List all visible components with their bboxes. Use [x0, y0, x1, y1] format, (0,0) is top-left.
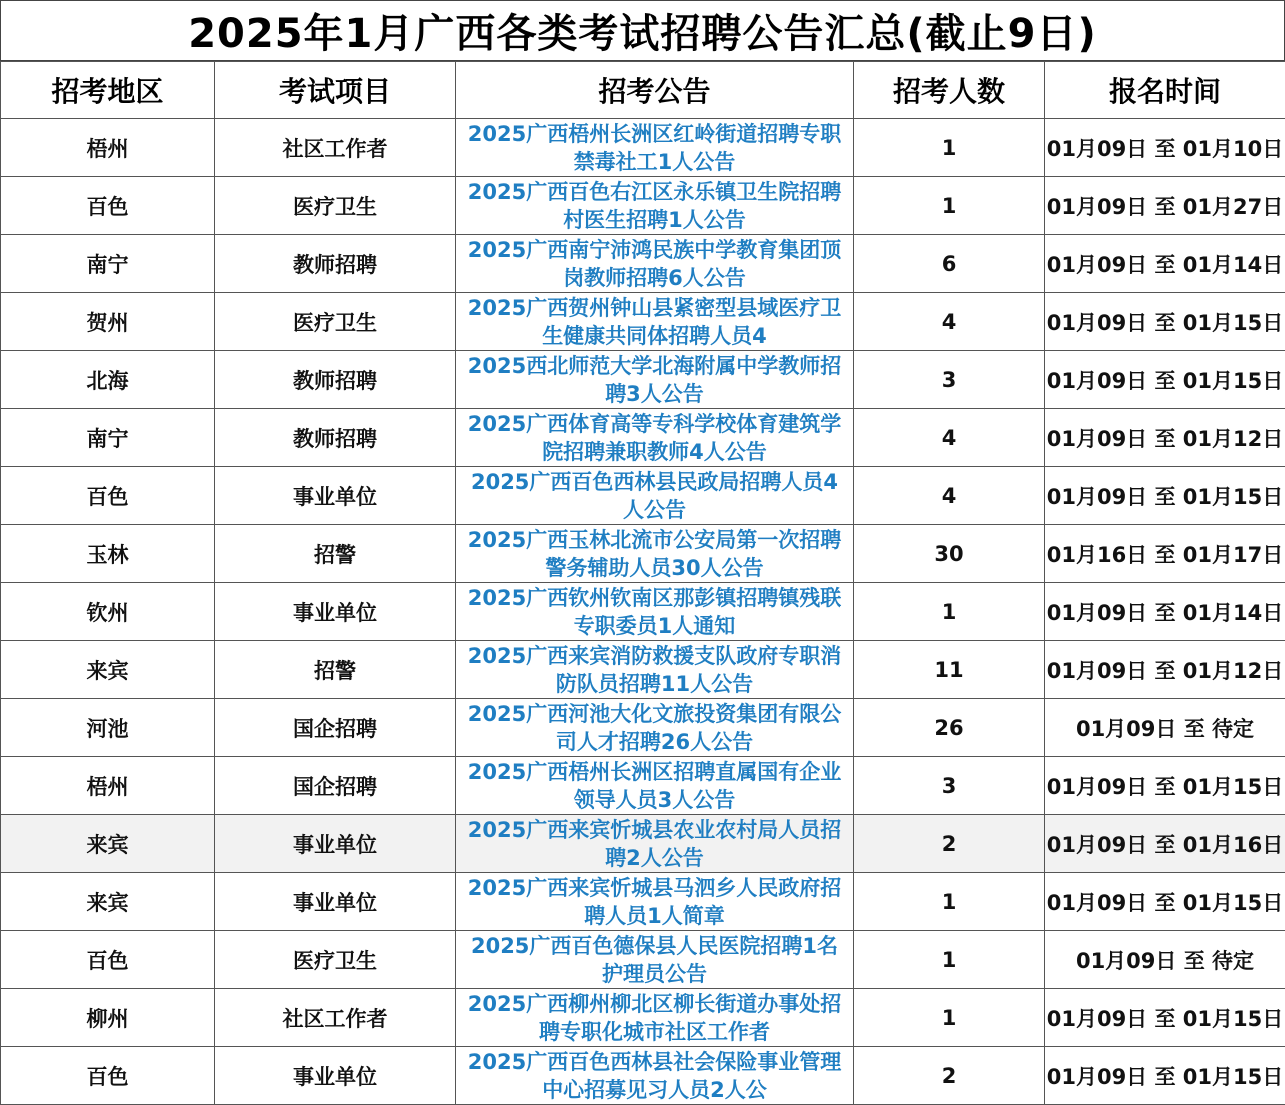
period-cell: 01月09日 至 01月12日: [1045, 641, 1285, 699]
region-cell: 南宁: [1, 409, 215, 467]
period-cell: 01月09日 至 01月14日: [1045, 583, 1285, 641]
period-cell: 01月09日 至 01月15日: [1045, 1047, 1285, 1105]
table-row: [1, 177, 1285, 235]
region-cell: 贺州: [1, 293, 215, 351]
table-row: [1, 699, 1285, 757]
table-row: [1, 815, 1285, 873]
header-category: 考试项目: [215, 62, 456, 119]
category-cell: 教师招聘: [215, 235, 456, 293]
table-row: [1, 467, 1285, 525]
region-cell: 百色: [1, 931, 215, 989]
table-row: [1, 525, 1285, 583]
category-cell: 事业单位: [215, 873, 456, 931]
region-cell: 来宾: [1, 873, 215, 931]
count-cell: 1: [854, 873, 1045, 931]
table-row: [1, 931, 1285, 989]
category-cell: 社区工作者: [215, 989, 456, 1047]
table-row: [1, 583, 1285, 641]
region-cell: 来宾: [1, 815, 215, 873]
region-cell: 河池: [1, 699, 215, 757]
recruitment-table: [0, 61, 1285, 1105]
period-cell: 01月09日 至 待定: [1045, 699, 1285, 757]
header-region: 招考地区: [1, 62, 215, 119]
notice-link[interactable]: 2025西北师范大学北海附属中学教师招聘3人公告: [456, 351, 854, 409]
table-row: [1, 757, 1285, 815]
table-row: [1, 873, 1285, 931]
category-cell: 教师招聘: [215, 409, 456, 467]
table-row: [1, 293, 1285, 351]
count-cell: 1: [854, 583, 1045, 641]
sheet-title: 2025年1月广西各类考试招聘公告汇总(截止9日): [0, 0, 1285, 61]
category-cell: 事业单位: [215, 583, 456, 641]
notice-link[interactable]: 2025广西柳州柳北区柳长街道办事处招聘专职化城市社区工作者: [456, 989, 854, 1047]
period-cell: 01月09日 至 01月16日: [1045, 815, 1285, 873]
header-count: 招考人数: [854, 62, 1045, 119]
region-cell: 梧州: [1, 119, 215, 177]
notice-link[interactable]: 2025广西南宁沛鸿民族中学教育集团顶岗教师招聘6人公告: [456, 235, 854, 293]
period-cell: 01月09日 至 01月27日: [1045, 177, 1285, 235]
notice-link[interactable]: 2025广西百色右江区永乐镇卫生院招聘村医生招聘1人公告: [456, 177, 854, 235]
period-cell: 01月09日 至 01月15日: [1045, 351, 1285, 409]
category-cell: 事业单位: [215, 815, 456, 873]
table-row: [1, 409, 1285, 467]
notice-link[interactable]: 2025广西百色德保县人民医院招聘1名护理员公告: [456, 931, 854, 989]
category-cell: 国企招聘: [215, 699, 456, 757]
table-row: [1, 119, 1285, 177]
table-row: [1, 989, 1285, 1047]
count-cell: 4: [854, 293, 1045, 351]
category-cell: 事业单位: [215, 1047, 456, 1105]
category-cell: 招警: [215, 525, 456, 583]
period-cell: 01月09日 至 01月15日: [1045, 467, 1285, 525]
table-row: [1, 1047, 1285, 1105]
category-cell: 医疗卫生: [215, 931, 456, 989]
table-row: [1, 235, 1285, 293]
notice-link[interactable]: 2025广西百色西林县社会保险事业管理中心招募见习人员2人公: [456, 1047, 854, 1105]
notice-link[interactable]: 2025广西体育高等专科学校体育建筑学院招聘兼职教师4人公告: [456, 409, 854, 467]
notice-link[interactable]: 2025广西玉林北流市公安局第一次招聘警务辅助人员30人公告: [456, 525, 854, 583]
count-cell: 3: [854, 351, 1045, 409]
count-cell: 4: [854, 467, 1045, 525]
region-cell: 北海: [1, 351, 215, 409]
header-row: [1, 62, 1285, 119]
category-cell: 医疗卫生: [215, 293, 456, 351]
category-cell: 医疗卫生: [215, 177, 456, 235]
notice-link[interactable]: 2025广西梧州长洲区红岭街道招聘专职禁毒社工1人公告: [456, 119, 854, 177]
region-cell: 柳州: [1, 989, 215, 1047]
table-row: [1, 351, 1285, 409]
category-cell: 教师招聘: [215, 351, 456, 409]
period-cell: 01月09日 至 01月14日: [1045, 235, 1285, 293]
notice-link[interactable]: 2025广西梧州长洲区招聘直属国有企业领导人员3人公告: [456, 757, 854, 815]
region-cell: 百色: [1, 1047, 215, 1105]
period-cell: 01月16日 至 01月17日: [1045, 525, 1285, 583]
count-cell: 3: [854, 757, 1045, 815]
region-cell: 南宁: [1, 235, 215, 293]
period-cell: 01月09日 至 01月15日: [1045, 293, 1285, 351]
count-cell: 26: [854, 699, 1045, 757]
notice-link[interactable]: 2025广西来宾消防救援支队政府专职消防队员招聘11人公告: [456, 641, 854, 699]
category-cell: 招警: [215, 641, 456, 699]
notice-link[interactable]: 2025广西贺州钟山县紧密型县域医疗卫生健康共同体招聘人员4: [456, 293, 854, 351]
notice-link[interactable]: 2025广西来宾忻城县农业农村局人员招聘2人公告: [456, 815, 854, 873]
count-cell: 2: [854, 1047, 1045, 1105]
count-cell: 6: [854, 235, 1045, 293]
period-cell: 01月09日 至 01月15日: [1045, 757, 1285, 815]
period-cell: 01月09日 至 01月12日: [1045, 409, 1285, 467]
region-cell: 钦州: [1, 583, 215, 641]
notice-link[interactable]: 2025广西百色西林县民政局招聘人员4人公告: [456, 467, 854, 525]
count-cell: 1: [854, 931, 1045, 989]
category-cell: 国企招聘: [215, 757, 456, 815]
count-cell: 2: [854, 815, 1045, 873]
region-cell: 梧州: [1, 757, 215, 815]
count-cell: 4: [854, 409, 1045, 467]
category-cell: 社区工作者: [215, 119, 456, 177]
category-cell: 事业单位: [215, 467, 456, 525]
region-cell: 来宾: [1, 641, 215, 699]
header-period: 报名时间: [1045, 62, 1285, 119]
header-notice: 招考公告: [456, 62, 854, 119]
period-cell: 01月09日 至 01月15日: [1045, 989, 1285, 1047]
region-cell: 百色: [1, 467, 215, 525]
period-cell: 01月09日 至 01月10日: [1045, 119, 1285, 177]
notice-link[interactable]: 2025广西钦州钦南区那彭镇招聘镇残联专职委员1人通知: [456, 583, 854, 641]
count-cell: 1: [854, 119, 1045, 177]
region-cell: 玉林: [1, 525, 215, 583]
notice-link[interactable]: 2025广西来宾忻城县马泗乡人民政府招聘人员1人简章: [456, 873, 854, 931]
period-cell: 01月09日 至 待定: [1045, 931, 1285, 989]
count-cell: 1: [854, 177, 1045, 235]
count-cell: 30: [854, 525, 1045, 583]
region-cell: 百色: [1, 177, 215, 235]
count-cell: 1: [854, 989, 1045, 1047]
table-row: [1, 641, 1285, 699]
period-cell: 01月09日 至 01月15日: [1045, 873, 1285, 931]
count-cell: 11: [854, 641, 1045, 699]
notice-link[interactable]: 2025广西河池大化文旅投资集团有限公司人才招聘26人公告: [456, 699, 854, 757]
